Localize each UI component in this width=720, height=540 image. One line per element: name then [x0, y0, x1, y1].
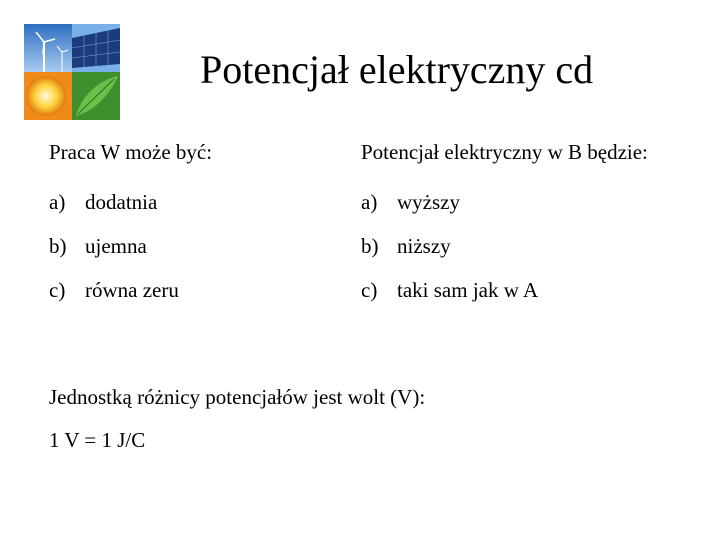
list-item	[361, 190, 701, 214]
left-heading: Praca W może być:	[49, 140, 213, 164]
item-text: taki sam jak w A	[397, 278, 539, 302]
item-marker: b)	[49, 234, 67, 258]
item-text: wyższy	[397, 190, 460, 214]
item-marker: a)	[49, 190, 66, 214]
item-text: równa zeru	[85, 278, 179, 302]
item-marker: b)	[361, 234, 379, 258]
renewable-energy-logo-icon	[24, 24, 120, 120]
item-text: niższy	[397, 234, 451, 258]
right-heading: Potencjał elektryczny w B będzie:	[361, 140, 648, 164]
unit-statement: Jednostką różnicy potencjałów jest wolt (V):	[49, 385, 426, 409]
item-text: dodatnia	[85, 190, 158, 214]
slide-title: Potencjał elektryczny cd	[200, 47, 594, 92]
right-column	[361, 140, 701, 322]
unit-formula: 1 V = 1 J/C	[49, 428, 146, 452]
item-marker: a)	[361, 190, 378, 214]
item-marker: c)	[49, 278, 66, 302]
list-item	[361, 234, 701, 258]
list-item	[49, 234, 339, 258]
list-item	[49, 278, 339, 302]
list-item	[49, 190, 339, 214]
item-marker: c)	[361, 278, 378, 302]
item-text: ujemna	[85, 234, 147, 258]
left-column	[49, 140, 339, 322]
list-item	[361, 278, 701, 302]
